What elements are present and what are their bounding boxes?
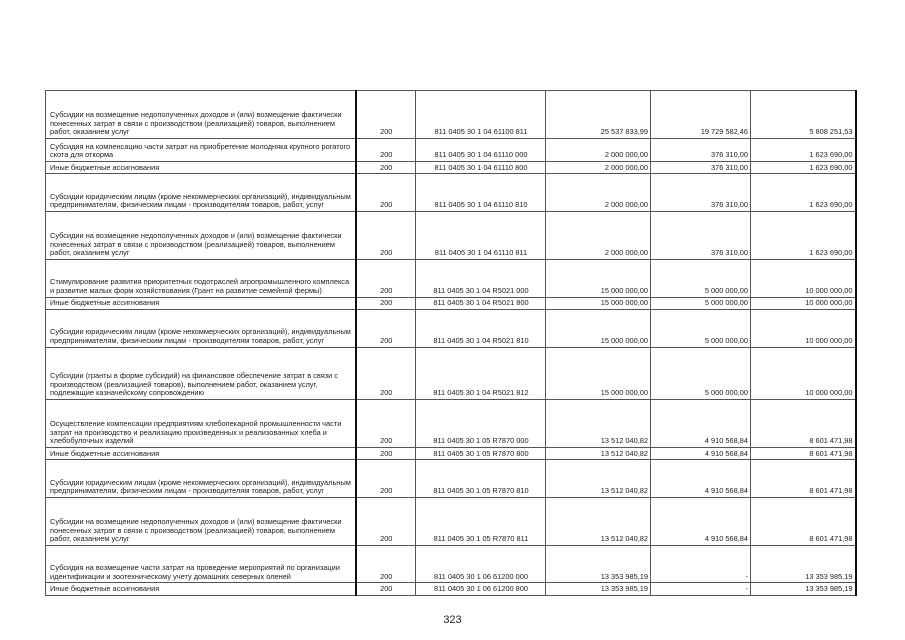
row-name: Субсидии юридическим лицам (кроме некоммерческих организаций), индивидуальным предпринимателям, физическим лицам - производителям товаров, работ, услуг — [46, 310, 356, 348]
row-approved: 2 000 000,00 — [546, 138, 651, 161]
row-name: Субсидии на возмещение недополученных доходов и (или) возмещение фактически понесенных затрат в связи с производством (реализацией) товаров, выполнением работ, оказанием услуг — [46, 497, 356, 545]
row-approved: 13 353 985,19 — [546, 545, 651, 583]
page-number: 323 — [443, 614, 462, 626]
row-executed: 376 310,00 — [651, 212, 751, 260]
row-kbk: 811 0405 30 1 04 R5021 812 — [416, 347, 546, 399]
table-row — [46, 399, 856, 447]
row-approved: 15 000 000,00 — [546, 310, 651, 348]
row-approved: 2 000 000,00 — [546, 174, 651, 212]
table-row — [46, 174, 856, 212]
row-remaining: 5 808 251,53 — [751, 91, 856, 139]
row-kbk: 811 0405 30 1 06 61200 800 — [416, 583, 546, 596]
row-code: 200 — [356, 347, 416, 399]
row-executed: - — [651, 545, 751, 583]
row-name: Осуществление компенсации предприятиям хлебопекарной промышленности части затрат на производство и реализацию произведенных и реализованных хлеба и хлебобулочных изделий — [46, 399, 356, 447]
table-row — [46, 347, 856, 399]
row-kbk: 811 0405 30 1 05 R7870 800 — [416, 447, 546, 460]
row-remaining: 10 000 000,00 — [751, 347, 856, 399]
table-row — [46, 497, 856, 545]
row-approved: 15 000 000,00 — [546, 259, 651, 297]
row-remaining: 1 623 690,00 — [751, 161, 856, 174]
row-remaining: 10 000 000,00 — [751, 297, 856, 310]
row-approved: 13 512 040,82 — [546, 497, 651, 545]
row-name: Субсидии юридическим лицам (кроме некоммерческих организаций), индивидуальным предпринимателям, физическим лицам - производителям товаров, работ, услуг — [46, 174, 356, 212]
table-row — [46, 259, 856, 297]
table-row — [46, 297, 856, 310]
table-row — [46, 138, 856, 161]
table-row — [46, 460, 856, 498]
budget-table-body — [46, 91, 856, 596]
row-code: 200 — [356, 174, 416, 212]
row-name: Стимулирование развития приоритетных подотраслей агропромышленного комплекса и развитие малых форм хозяйствования (Грант на развитие семейной фермы) — [46, 259, 356, 297]
row-code: 200 — [356, 399, 416, 447]
row-name: Иные бюджетные ассигнования — [46, 161, 356, 174]
table-row — [46, 161, 856, 174]
row-executed: 376 310,00 — [651, 174, 751, 212]
row-code: 200 — [356, 460, 416, 498]
row-approved: 2 000 000,00 — [546, 212, 651, 260]
row-kbk: 811 0405 30 1 04 61110 810 — [416, 174, 546, 212]
row-executed: 5 000 000,00 — [651, 347, 751, 399]
row-executed: 19 729 582,46 — [651, 91, 751, 139]
row-executed: 5 000 000,00 — [651, 310, 751, 348]
row-remaining: 13 353 985,19 — [751, 583, 856, 596]
row-approved: 13 353 985,19 — [546, 583, 651, 596]
row-name: Субсидии (гранты в форме субсидий) на финансовое обеспечение затрат в связи с производством (реализацией товаров), выполнением работ, оказанием услуг, подлежащие казначейскому сопровождению — [46, 347, 356, 399]
row-kbk: 811 0405 30 1 04 R5021 000 — [416, 259, 546, 297]
table-row — [46, 545, 856, 583]
row-approved: 13 512 040,82 — [546, 447, 651, 460]
row-code: 200 — [356, 583, 416, 596]
row-approved: 2 000 000,00 — [546, 161, 651, 174]
table-row — [46, 91, 856, 139]
row-name: Субсидии на возмещение недополученных доходов и (или) возмещение фактически понесенных затрат в связи с производством (реализацией) товаров, выполнением работ, оказанием услуг — [46, 212, 356, 260]
row-code: 200 — [356, 259, 416, 297]
row-name: Субсидия на возмещение части затрат на проведение мероприятий по организации идентификации и зоотехническому учету домашних северных оленей — [46, 545, 356, 583]
row-kbk: 811 0405 30 1 06 61200 000 — [416, 545, 546, 583]
row-code: 200 — [356, 91, 416, 139]
row-code: 200 — [356, 497, 416, 545]
row-remaining: 13 353 985,19 — [751, 545, 856, 583]
row-code: 200 — [356, 310, 416, 348]
row-approved: 25 537 833,99 — [546, 91, 651, 139]
row-kbk: 811 0405 30 1 05 R7870 811 — [416, 497, 546, 545]
row-executed: 4 910 568,84 — [651, 399, 751, 447]
row-kbk: 811 0405 30 1 04 R5021 810 — [416, 310, 546, 348]
row-code: 200 — [356, 138, 416, 161]
row-kbk: 811 0405 30 1 04 61110 811 — [416, 212, 546, 260]
row-executed: 5 000 000,00 — [651, 259, 751, 297]
table-row — [46, 212, 856, 260]
row-remaining: 10 000 000,00 — [751, 310, 856, 348]
row-kbk: 811 0405 30 1 05 R7870 810 — [416, 460, 546, 498]
row-kbk: 811 0405 30 1 04 61110 000 — [416, 138, 546, 161]
budget-table — [45, 90, 857, 596]
row-code: 200 — [356, 447, 416, 460]
row-remaining: 8 601 471,98 — [751, 399, 856, 447]
table-row — [46, 447, 856, 460]
row-remaining: 8 601 471,98 — [751, 447, 856, 460]
row-kbk: 811 0405 30 1 04 61100 811 — [416, 91, 546, 139]
row-name: Иные бюджетные ассигнования — [46, 583, 356, 596]
row-executed: 4 910 568,84 — [651, 460, 751, 498]
row-remaining: 1 623 690,00 — [751, 138, 856, 161]
row-name: Субсидии на возмещение недополученных доходов и (или) возмещение фактически понесенных затрат в связи с производством (реализацией) товаров, выполнением работ, оказанием услуг — [46, 91, 356, 139]
row-kbk: 811 0405 30 1 05 R7870 000 — [416, 399, 546, 447]
row-remaining: 1 623 690,00 — [751, 212, 856, 260]
table-row — [46, 583, 856, 596]
row-code: 200 — [356, 212, 416, 260]
row-approved: 13 512 040,82 — [546, 399, 651, 447]
row-executed: - — [651, 583, 751, 596]
row-executed: 4 910 568,84 — [651, 497, 751, 545]
row-remaining: 8 601 471,98 — [751, 460, 856, 498]
row-executed: 4 910 568,84 — [651, 447, 751, 460]
row-name: Иные бюджетные ассигнования — [46, 447, 356, 460]
row-executed: 5 000 000,00 — [651, 297, 751, 310]
row-name: Субсидия на компенсацию части затрат на приобретение молодняка крупного рогатого скота для откорма — [46, 138, 356, 161]
row-remaining: 10 000 000,00 — [751, 259, 856, 297]
row-name: Иные бюджетные ассигнования — [46, 297, 356, 310]
row-remaining: 1 623 690,00 — [751, 174, 856, 212]
row-code: 200 — [356, 297, 416, 310]
row-kbk: 811 0405 30 1 04 R5021 800 — [416, 297, 546, 310]
row-code: 200 — [356, 161, 416, 174]
row-executed: 376 310,00 — [651, 161, 751, 174]
row-name: Субсидии юридическим лицам (кроме некоммерческих организаций), индивидуальным предпринимателям, физическим лицам - производителям товаров, работ, услуг — [46, 460, 356, 498]
row-executed: 376 310,00 — [651, 138, 751, 161]
row-approved: 15 000 000,00 — [546, 297, 651, 310]
row-approved: 13 512 040,82 — [546, 460, 651, 498]
row-remaining: 8 601 471,98 — [751, 497, 856, 545]
row-kbk: 811 0405 30 1 04 61110 800 — [416, 161, 546, 174]
row-approved: 15 000 000,00 — [546, 347, 651, 399]
row-code: 200 — [356, 545, 416, 583]
table-row — [46, 310, 856, 348]
